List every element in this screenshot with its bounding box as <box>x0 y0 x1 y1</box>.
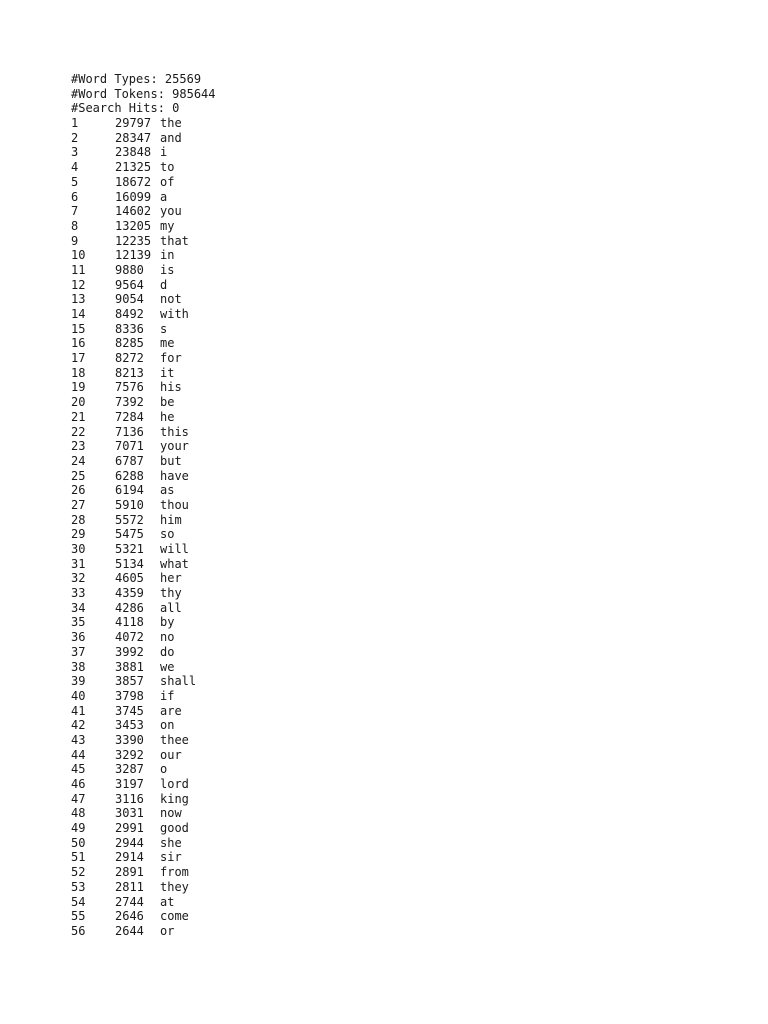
list-item <box>71 160 216 175</box>
rank-cell: 24 <box>71 453 86 468</box>
word-cell: our <box>160 747 182 762</box>
list-item <box>71 204 216 219</box>
word-cell: this <box>160 424 189 439</box>
rank-cell: 18 <box>71 365 86 380</box>
word-cell: the <box>160 116 182 131</box>
rank-cell: 14 <box>71 307 86 321</box>
rank-cell: 37 <box>71 644 86 659</box>
list-item <box>71 410 216 425</box>
word-cell: him <box>160 512 182 527</box>
list-item <box>71 513 216 528</box>
frequency-cell: 9880 <box>115 262 144 277</box>
rank-cell: 46 <box>71 777 86 791</box>
rank-cell: 47 <box>71 791 86 806</box>
word-cell: as <box>160 483 175 498</box>
word-cell: on <box>160 718 175 733</box>
frequency-cell: 2811 <box>115 879 144 894</box>
list-item <box>71 850 216 865</box>
frequency-cell: 18672 <box>115 174 152 189</box>
frequency-cell: 3287 <box>115 762 144 777</box>
list-item <box>71 586 216 601</box>
rank-cell: 1 <box>71 116 79 131</box>
rank-cell: 44 <box>71 747 86 762</box>
word-cell: with <box>160 307 189 321</box>
word-cell: of <box>160 174 175 189</box>
word-cell: not <box>160 292 182 307</box>
list-item <box>71 733 216 748</box>
frequency-cell: 8492 <box>115 307 144 321</box>
list-item <box>71 836 216 851</box>
list-item <box>71 557 216 572</box>
frequency-cell: 6288 <box>115 468 144 483</box>
word-cell: a <box>160 189 168 204</box>
word-cell: by <box>160 615 175 630</box>
rank-cell: 32 <box>71 571 86 586</box>
list-item <box>71 571 216 586</box>
frequency-cell: 3857 <box>115 674 144 689</box>
list-item <box>71 307 216 322</box>
rank-cell: 34 <box>71 600 86 615</box>
word-cell: have <box>160 468 189 483</box>
frequency-cell: 7576 <box>115 380 144 395</box>
word-cell: king <box>160 791 189 806</box>
list-item <box>71 292 216 307</box>
rank-cell: 3 <box>71 145 79 160</box>
rank-cell: 15 <box>71 321 86 336</box>
list-item <box>71 116 216 131</box>
rank-cell: 13 <box>71 292 86 307</box>
rank-cell: 16 <box>71 336 86 351</box>
frequency-cell: 3197 <box>115 777 144 791</box>
rank-cell: 4 <box>71 160 79 175</box>
rank-cell: 7 <box>71 204 79 219</box>
list-item <box>71 278 216 293</box>
word-cell: or <box>160 923 175 938</box>
word-cell: from <box>160 865 189 880</box>
list-item <box>71 439 216 454</box>
frequency-cell: 9054 <box>115 292 144 307</box>
list-item <box>71 322 216 337</box>
word-cell: come <box>160 909 189 924</box>
list-item <box>71 615 216 630</box>
word-cell: is <box>160 262 175 277</box>
frequency-cell: 8336 <box>115 321 144 336</box>
word-cell: no <box>160 630 175 645</box>
list-item <box>71 527 216 542</box>
word-cell: to <box>160 160 175 175</box>
rank-cell: 12 <box>71 277 86 292</box>
list-item <box>71 689 216 704</box>
rank-cell: 2 <box>71 130 79 145</box>
rank-cell: 30 <box>71 542 86 556</box>
word-cell: do <box>160 644 175 659</box>
frequency-cell: 13205 <box>115 218 152 233</box>
word-cell: me <box>160 336 175 351</box>
rank-cell: 38 <box>71 659 86 674</box>
frequency-cell: 5321 <box>115 542 144 556</box>
word-cell: now <box>160 806 182 821</box>
word-cell: he <box>160 409 175 424</box>
frequency-cell: 21325 <box>115 160 152 175</box>
rank-cell: 40 <box>71 688 86 703</box>
frequency-cell: 5572 <box>115 512 144 527</box>
frequency-cell: 14602 <box>115 204 152 219</box>
list-item <box>71 248 216 263</box>
word-cell: in <box>160 248 175 263</box>
list-item <box>71 351 216 366</box>
word-cell: are <box>160 703 182 718</box>
rank-cell: 49 <box>71 821 86 836</box>
rank-cell: 19 <box>71 380 86 395</box>
rank-cell: 20 <box>71 395 86 410</box>
list-item <box>71 483 216 498</box>
list-item <box>71 425 216 440</box>
frequency-cell: 8272 <box>115 351 144 366</box>
frequency-cell: 16099 <box>115 189 152 204</box>
frequency-cell: 4286 <box>115 600 144 615</box>
rank-cell: 55 <box>71 909 86 924</box>
word-types-line: #Word Types: 25569 <box>71 72 202 86</box>
rank-cell: 31 <box>71 556 86 571</box>
rank-cell: 42 <box>71 718 86 733</box>
list-item <box>71 909 216 924</box>
list-item <box>71 145 216 160</box>
word-cell: thee <box>160 732 189 747</box>
rank-cell: 9 <box>71 233 79 248</box>
frequency-list <box>71 116 216 939</box>
rank-cell: 21 <box>71 409 86 424</box>
list-item <box>71 366 216 381</box>
rank-cell: 26 <box>71 483 86 498</box>
list-item <box>71 674 216 689</box>
frequency-cell: 3453 <box>115 718 144 733</box>
list-item <box>71 748 216 763</box>
word-cell: shall <box>160 674 197 689</box>
rank-cell: 33 <box>71 586 86 601</box>
word-cell: if <box>160 688 175 703</box>
frequency-cell: 2991 <box>115 821 144 836</box>
list-item <box>71 601 216 616</box>
word-cell: be <box>160 395 175 410</box>
word-cell: we <box>160 659 175 674</box>
frequency-cell: 28347 <box>115 130 152 145</box>
list-item <box>71 336 216 351</box>
frequency-cell: 2891 <box>115 865 144 880</box>
frequency-cell: 2914 <box>115 850 144 865</box>
list-item <box>71 630 216 645</box>
word-frequency-document <box>71 72 216 939</box>
frequency-cell: 2644 <box>115 923 144 938</box>
search-hits-line: #Search Hits: 0 <box>71 101 180 116</box>
word-cell: so <box>160 527 175 542</box>
frequency-cell: 2944 <box>115 835 144 850</box>
word-cell: d <box>160 277 168 292</box>
rank-cell: 11 <box>71 262 86 277</box>
list-item <box>71 395 216 410</box>
rank-cell: 52 <box>71 865 86 880</box>
rank-cell: 51 <box>71 850 86 865</box>
rank-cell: 8 <box>71 218 79 233</box>
word-cell: my <box>160 218 175 233</box>
frequency-cell: 23848 <box>115 145 152 160</box>
list-item <box>71 645 216 660</box>
list-item <box>71 924 216 939</box>
list-item <box>71 454 216 469</box>
frequency-cell: 3390 <box>115 732 144 747</box>
list-item <box>71 660 216 675</box>
frequency-cell: 7392 <box>115 395 144 410</box>
rank-cell: 6 <box>71 189 79 204</box>
frequency-cell: 8213 <box>115 365 144 380</box>
rank-cell: 10 <box>71 248 86 263</box>
word-cell: that <box>160 233 189 248</box>
list-item <box>71 219 216 234</box>
frequency-cell: 8285 <box>115 336 144 351</box>
word-cell: i <box>160 145 168 160</box>
list-item <box>71 234 216 249</box>
list-item <box>71 777 216 792</box>
word-cell: what <box>160 556 189 571</box>
word-cell: thy <box>160 586 182 601</box>
frequency-cell: 3116 <box>115 791 144 806</box>
frequency-cell: 4359 <box>115 586 144 601</box>
word-cell: your <box>160 439 189 454</box>
list-item <box>71 880 216 895</box>
rank-cell: 48 <box>71 806 86 821</box>
rank-cell: 45 <box>71 762 86 777</box>
word-cell: you <box>160 204 182 219</box>
frequency-cell: 5134 <box>115 556 144 571</box>
rank-cell: 22 <box>71 424 86 439</box>
frequency-cell: 3031 <box>115 806 144 821</box>
rank-cell: 50 <box>71 835 86 850</box>
frequency-cell: 4605 <box>115 571 144 586</box>
frequency-cell: 4118 <box>115 615 144 630</box>
frequency-cell: 3745 <box>115 703 144 718</box>
word-cell: it <box>160 365 175 380</box>
word-cell: will <box>160 542 189 556</box>
word-cell: lord <box>160 777 189 791</box>
rank-cell: 28 <box>71 512 86 527</box>
word-cell: and <box>160 130 182 145</box>
frequency-cell: 6787 <box>115 453 144 468</box>
list-item <box>71 762 216 777</box>
list-item <box>71 175 216 190</box>
word-cell: at <box>160 894 175 909</box>
frequency-cell: 3798 <box>115 688 144 703</box>
word-cell: o <box>160 762 168 777</box>
frequency-cell: 3292 <box>115 747 144 762</box>
rank-cell: 29 <box>71 527 86 542</box>
rank-cell: 5 <box>71 174 79 189</box>
list-item <box>71 190 216 205</box>
frequency-cell: 12235 <box>115 233 152 248</box>
rank-cell: 36 <box>71 630 86 645</box>
frequency-cell: 12139 <box>115 248 152 263</box>
frequency-cell: 7284 <box>115 409 144 424</box>
word-cell: good <box>160 821 189 836</box>
rank-cell: 41 <box>71 703 86 718</box>
word-tokens-line: #Word Tokens: 985644 <box>71 86 216 101</box>
frequency-cell: 6194 <box>115 483 144 498</box>
word-cell: her <box>160 571 182 586</box>
word-cell: they <box>160 879 189 894</box>
list-item <box>71 718 216 733</box>
rank-cell: 23 <box>71 439 86 454</box>
word-cell: thou <box>160 497 189 512</box>
list-item <box>71 865 216 880</box>
frequency-cell: 9564 <box>115 277 144 292</box>
list-item <box>71 469 216 484</box>
word-cell: sir <box>160 850 182 865</box>
word-cell: for <box>160 351 182 366</box>
frequency-cell: 4072 <box>115 630 144 645</box>
list-item <box>71 131 216 146</box>
list-item <box>71 895 216 910</box>
frequency-cell: 2744 <box>115 894 144 909</box>
rank-cell: 17 <box>71 351 86 366</box>
frequency-cell: 2646 <box>115 909 144 924</box>
frequency-cell: 5910 <box>115 497 144 512</box>
list-item <box>71 498 216 513</box>
frequency-cell: 5475 <box>115 527 144 542</box>
rank-cell: 39 <box>71 674 86 689</box>
word-cell: all <box>160 600 182 615</box>
list-item <box>71 263 216 278</box>
rank-cell: 53 <box>71 879 86 894</box>
list-item <box>71 704 216 719</box>
word-cell: but <box>160 453 182 468</box>
rank-cell: 43 <box>71 732 86 747</box>
word-cell: she <box>160 835 182 850</box>
frequency-cell: 3992 <box>115 644 144 659</box>
word-cell: s <box>160 321 168 336</box>
rank-cell: 56 <box>71 923 86 938</box>
list-item <box>71 792 216 807</box>
rank-cell: 27 <box>71 497 86 512</box>
frequency-cell: 3881 <box>115 659 144 674</box>
rank-cell: 25 <box>71 468 86 483</box>
word-cell: his <box>160 380 182 395</box>
list-item <box>71 806 216 821</box>
list-item <box>71 821 216 836</box>
frequency-cell: 7071 <box>115 439 144 454</box>
frequency-cell: 29797 <box>115 116 152 131</box>
list-item <box>71 542 216 557</box>
frequency-cell: 7136 <box>115 424 144 439</box>
list-item <box>71 380 216 395</box>
rank-cell: 35 <box>71 615 86 630</box>
rank-cell: 54 <box>71 894 86 909</box>
